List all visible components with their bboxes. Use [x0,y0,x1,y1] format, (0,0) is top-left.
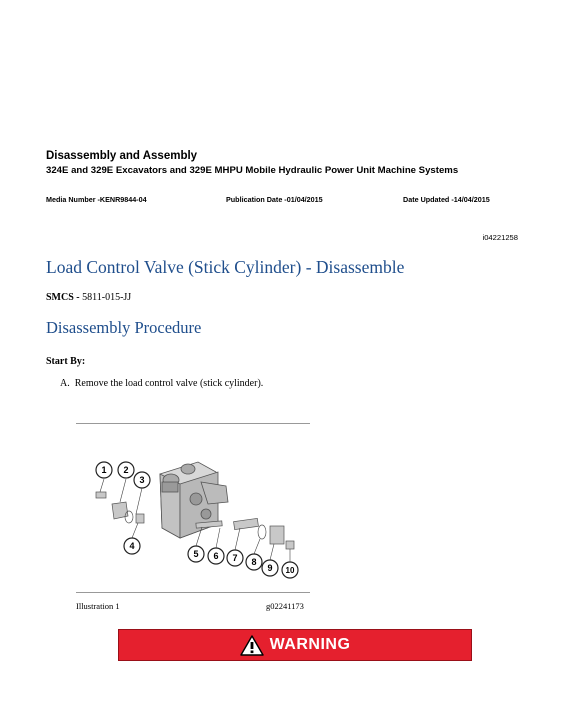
document-machine-title: 324E and 329E Excavators and 329E MHPU Mobile Hydraulic Power Unit Machine Systems [46,165,459,176]
media-number: Media Number -KENR9844-04 [46,195,147,204]
callout-label: 9 [267,563,273,573]
callout-label: 3 [139,475,145,485]
illustration-code: g02241173 [266,601,304,611]
document-section-title: Disassembly and Assembly [46,150,198,162]
date-updated: Date Updated -14/04/2015 [403,195,490,204]
step-text: Remove the load control valve (stick cylinder). [74,378,264,389]
callout-label: 1 [101,465,107,475]
warning-text: WARNING [269,636,351,653]
callout-label: 7 [232,553,238,563]
callout-label: 2 [123,465,129,475]
callout-label: 6 [213,551,219,561]
callout-label: 5 [193,549,199,559]
exploded-valve-diagram [76,424,310,592]
document-id: i04221258 [482,233,518,242]
page-title: Load Control Valve (Stick Cylinder) - Disassemble [46,257,405,277]
left-parts [96,492,144,523]
illustration-label: Illustration 1 [76,601,120,611]
illustration-figure [76,423,310,593]
warning-icon [240,635,264,656]
step-item [60,378,263,389]
smcs-label: SMCS - [46,292,80,303]
publication-date: Publication Date -01/04/2015 [226,195,323,204]
callout-label: 10 [285,566,295,575]
callout-label: 8 [251,557,257,567]
procedure-heading: Disassembly Procedure [46,318,202,337]
valve-body [160,462,228,538]
warning-banner [118,629,472,661]
smcs-value: 5811-015-JJ [82,292,132,303]
step-letter: A. [60,378,70,389]
smcs-code [46,292,131,303]
right-parts [196,518,294,549]
start-by-label: Start By: [46,356,86,367]
callout-label: 4 [129,541,135,551]
